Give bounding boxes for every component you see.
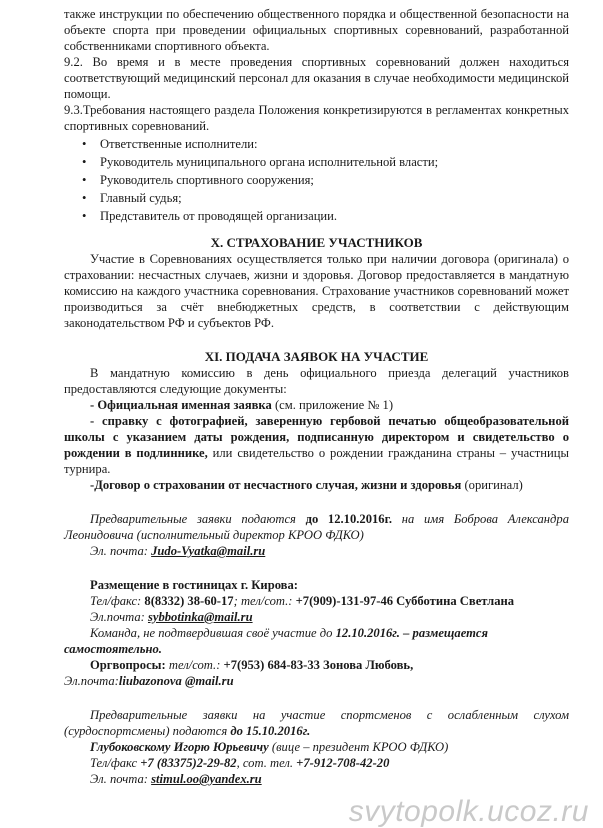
email-label: Эл. почта: (90, 544, 152, 558)
hotel-note (64, 625, 569, 657)
document-item-2 (64, 413, 569, 477)
hearing-person: Глубоковскому Игорю Юрьевичу (90, 740, 269, 754)
section10-text: Участие в Соревнованиях осуществляется только при наличии договора (оригинала) о страховании: несчастных случаев, жизни и здоровья. Договор предоставляется в мандатную комиссию на каждого участника соревнования. Страхование участников соревнований может производиться за счёт внебюджетных средств, в соответствии с действующим законодательством РФ и субъектов РФ. (64, 252, 569, 330)
list-item: • Представитель от проводящей организации. (100, 208, 569, 224)
org-phone: +7(953) 684-83-33 Зонова Любовь, (223, 658, 414, 672)
section11-heading: XI. ПОДАЧА ЗАЯВОК НА УЧАСТИЕ (204, 349, 429, 364)
list-item: • Руководитель муниципального органа исполнительной власти; (100, 154, 569, 170)
hearing-deadline (64, 707, 569, 739)
phone-label: Тел/факс: (90, 594, 145, 608)
hearing-mobile: +7-912-708-42-20 (296, 756, 390, 770)
section10-heading: X. СТРАХОВАНИЕ УЧАСТНИКОВ (210, 235, 423, 250)
mobile-label: ; тел/сот.: (233, 594, 296, 608)
hotel-phone: 8(8332) 38-60-17 (144, 594, 234, 608)
document-item-1 (64, 397, 569, 413)
document-item-1-title: - Официальная именная заявка (90, 398, 272, 412)
section9-paragraph2: 9.2. Во время и в месте проведения спортивных соревнований должен находиться соответствующий медицинский персонал для оказания в случае необходимости медицинской помощи. (64, 55, 569, 101)
list-item: • Ответственные исполнители: (100, 136, 569, 152)
hotel-note-text: Команда, не подтвердившая своё участие до (90, 626, 336, 640)
applications-email-link[interactable]: Judo-Vyatka@mail.ru (151, 544, 266, 558)
document-item-2-title: - справку с фотографией, заверенную гербовой печатью общеобразовательной школы с указанием даты рождения, подписанную директором и свидетельство о рождении в подлиннике, (64, 414, 569, 460)
hotel-note-result: – размещается самостоятельно. (64, 626, 489, 656)
hearing-email-line (64, 771, 569, 787)
org-heading: Оргвопросы: (90, 658, 166, 672)
email-label: Эл.почта: (90, 610, 148, 624)
hearing-phone: +7 (83375)2-29-82 (140, 756, 237, 770)
mobile-label: , сот. тел. (236, 756, 297, 770)
document-item-1-note: (см. приложение № 1) (271, 398, 394, 412)
applications-email-line (64, 543, 569, 559)
hearing-person-role: (вице – президент КРОО ФДКО) (268, 740, 449, 754)
responsible-list (64, 136, 569, 224)
email-label: Эл.почта: (64, 674, 119, 688)
hotel-heading: Размещение в гостиницах г. Кирова: (90, 578, 298, 592)
org-phone-label: тел/сот.: (165, 658, 224, 672)
hotel-email-link[interactable]: sybbotinka@mail.ru (147, 610, 253, 624)
hotel-mobile: +7(909)-131-97-46 Субботина Светлана (295, 594, 515, 608)
org-email-line (64, 673, 569, 689)
org-email-link[interactable]: liubazonova @mail.ru (118, 674, 234, 688)
hearing-phones (64, 755, 569, 771)
section9-paragraph1: также инструкции по обеспечению общественного порядка и общественной безопасности на объекте спорта при проведении официальных спортивных соревнований, разработанной собственниками спортивного объекта. (64, 7, 569, 53)
hearing-email-link[interactable]: stimul.oo@yandex.ru (151, 772, 262, 786)
document-item-3-title: -Договор о страховании от несчастного случая, жизни и здоровья (90, 478, 462, 492)
hearing-person-line (64, 739, 569, 755)
applications-deadline (64, 511, 569, 543)
hearing-text: Предварительные заявки на участие спортсменов с ослабленным слухом (сурдоспортсмены) подаются (64, 708, 569, 738)
hotel-note-date: 12.10.2016г. (335, 626, 400, 640)
section11-intro: В мандатную комиссию в день официального приезда делегаций участников предоставляются следующие документы: (64, 366, 569, 396)
applications-text: Предварительные заявки подаются (90, 512, 306, 526)
list-item: • Главный судья; (100, 190, 569, 206)
list-item: • Руководитель спортивного сооружения; (100, 172, 569, 188)
applications-date: до 12.10.2016г. (305, 512, 393, 526)
document-item-3-note: (оригинал) (461, 478, 523, 492)
org-line (64, 657, 569, 673)
hearing-date: до 15.10.2016г. (230, 724, 311, 738)
phone-label: Тел/факс (90, 756, 141, 770)
site-watermark: svytopolk.ucoz.ru (348, 795, 589, 828)
section9-paragraph3: 9.3.Требования настоящего раздела Положения конкретизируются в регламентах конкретных спортивных соревнований. (64, 103, 569, 133)
document-item-3 (64, 477, 569, 493)
document-item-2-note: или свидетельство о рождении гражданина страны – участницы турнира. (64, 446, 569, 476)
hotel-phones (64, 593, 569, 609)
email-label: Эл. почта: (90, 772, 152, 786)
hotel-email-line (64, 609, 569, 625)
applications-contact: на имя Боброва Александра Леонидовича (исполнительный директор КРОО ФДКО) (64, 512, 569, 542)
